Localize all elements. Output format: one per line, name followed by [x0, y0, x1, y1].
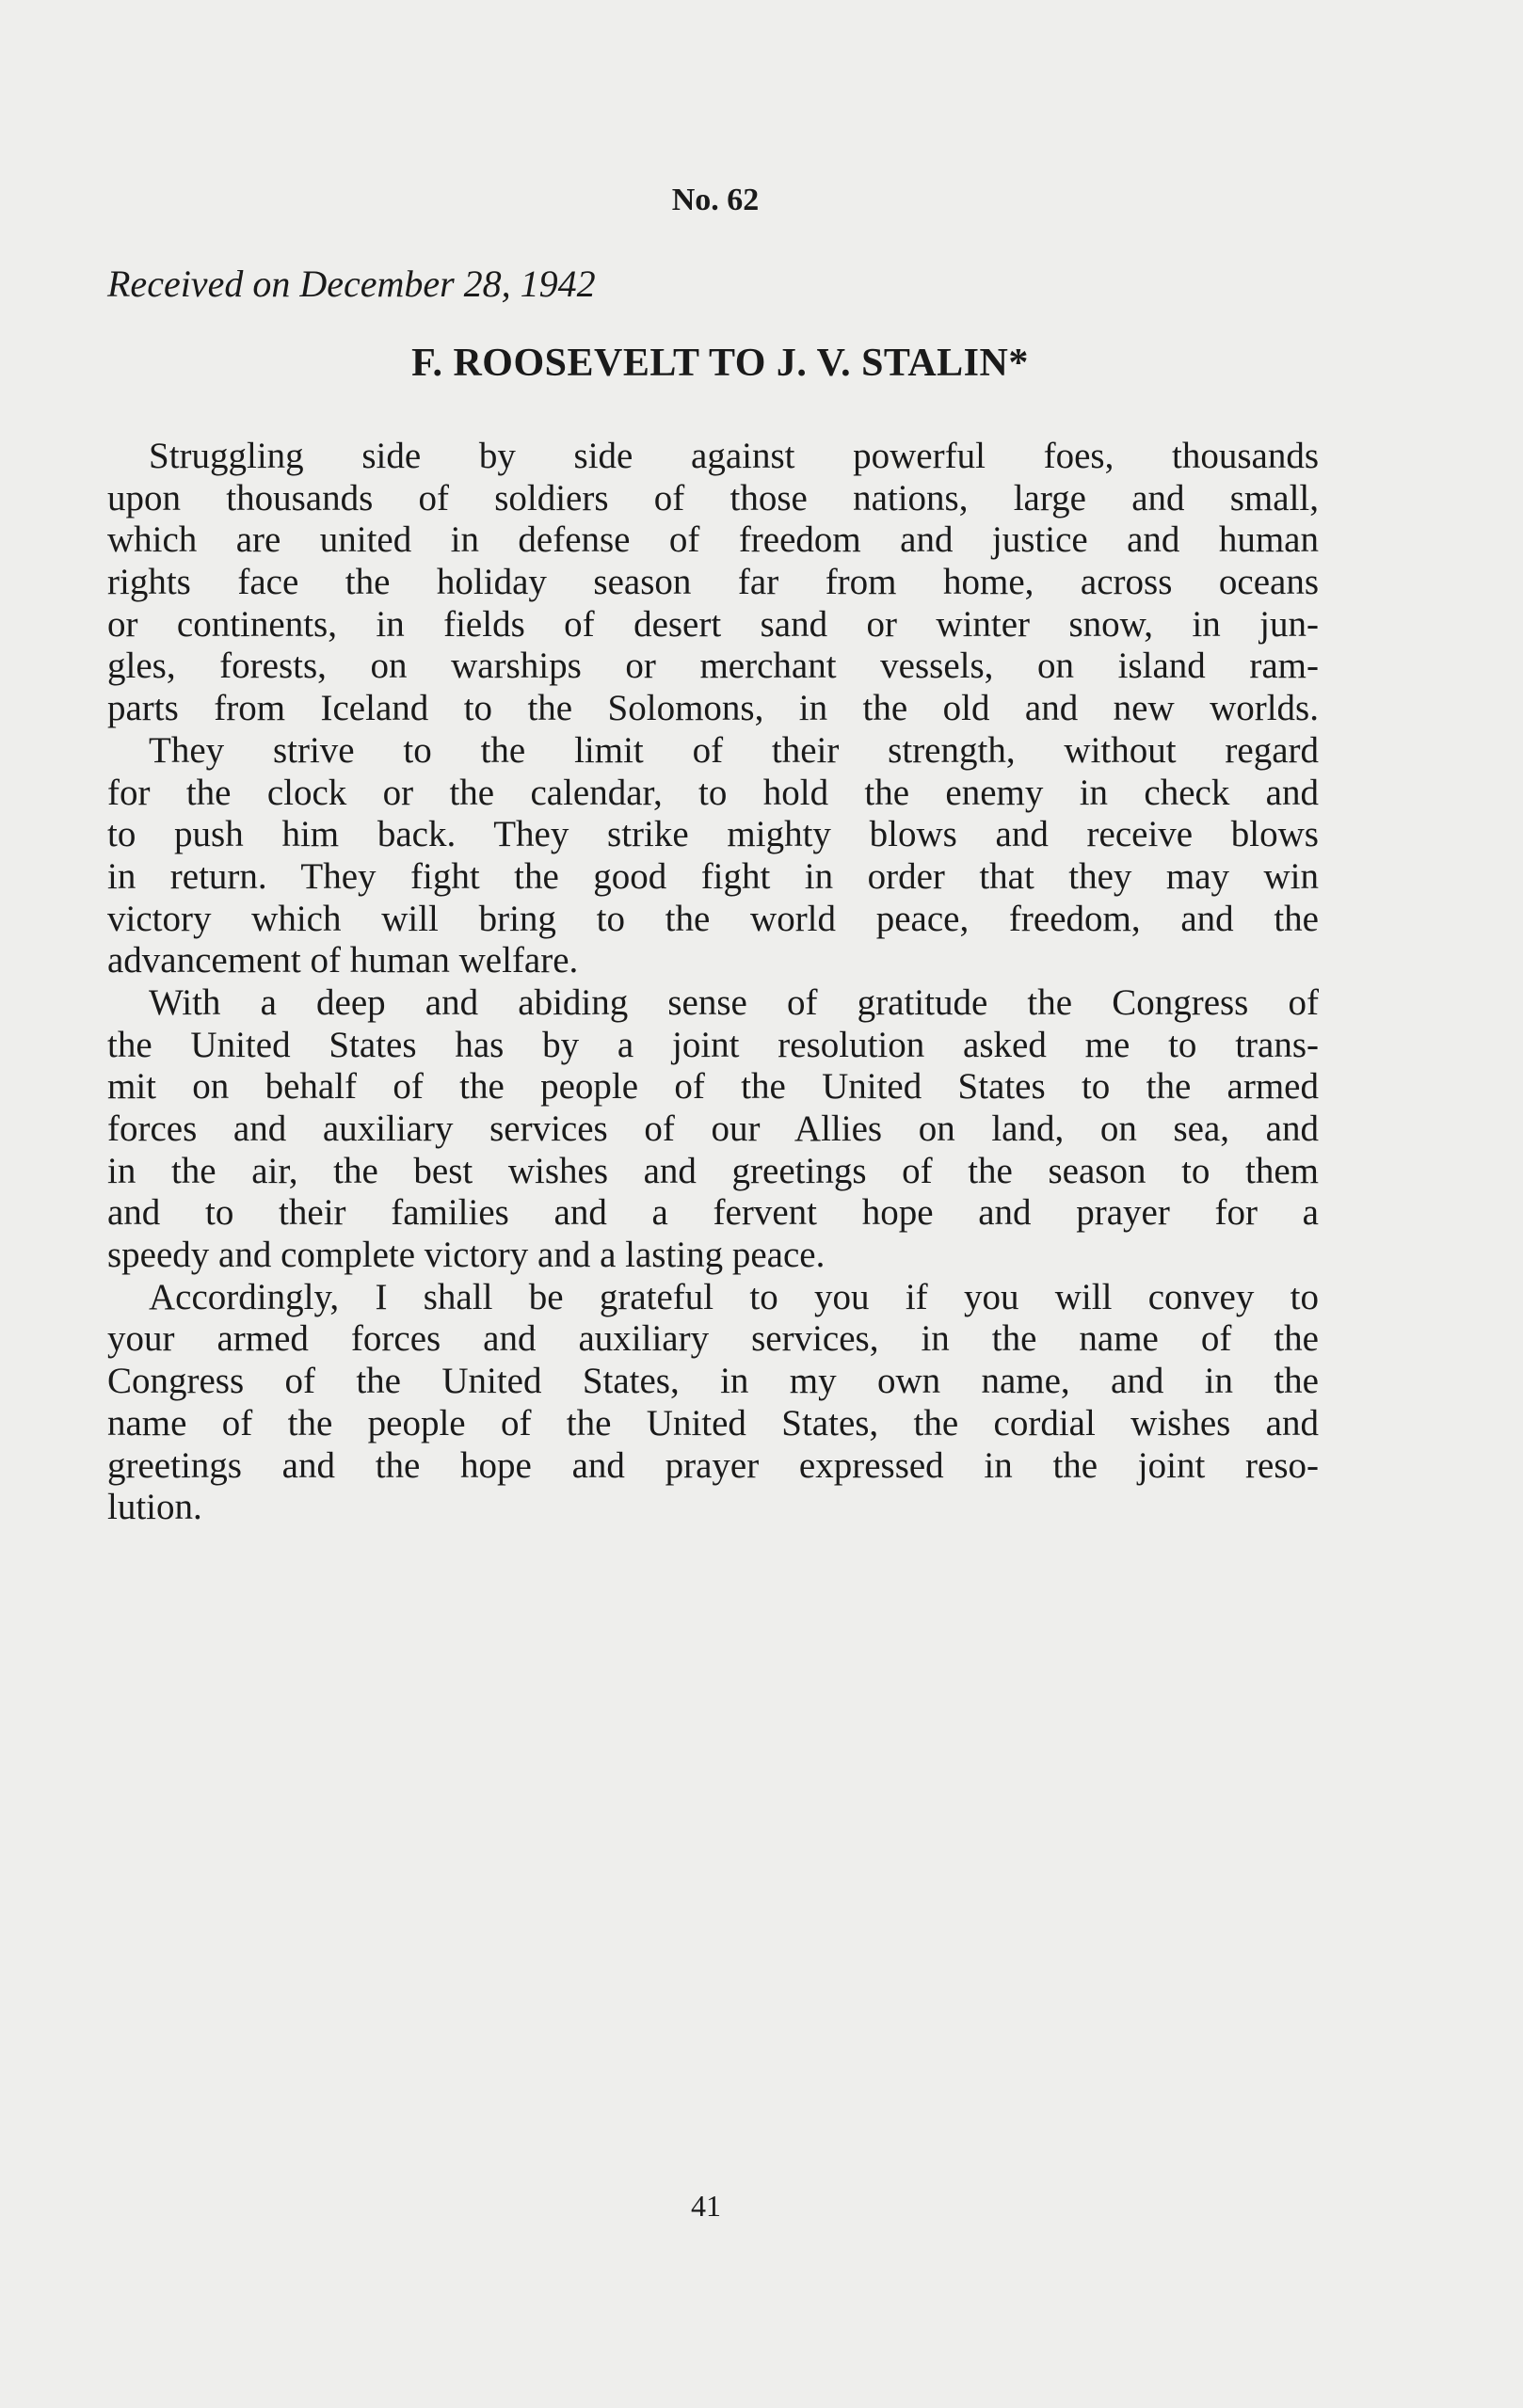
body-line: to push him back. They strike mighty blows and receive blows [107, 814, 1319, 855]
body-line: the United States has by a joint resolution asked me to trans- [107, 1024, 1319, 1065]
body-line: which are united in defense of freedom and justice and human [107, 519, 1319, 561]
body-line: advancement of human welfare. [107, 940, 579, 981]
body-line: your armed forces and auxiliary services, in the name of the [107, 1318, 1319, 1360]
body-line: upon thousands of soldiers of those nations, large and small, [107, 477, 1319, 518]
body-line: in return. They fight the good fight in order that they may win [107, 855, 1319, 897]
body-line: parts from Iceland to the Solomons, in the old and new worlds. [107, 688, 1319, 729]
body-line: Accordingly, I shall be grateful to you if you will convey to [149, 1276, 1319, 1317]
body-line: speedy and complete victory and a lasting peace. [107, 1235, 826, 1276]
body-line: lution. [107, 1487, 202, 1528]
body-line: greetings and the hope and prayer expressed in the joint reso- [107, 1444, 1319, 1486]
body-line: They strive to the limit of their strength, without regard [149, 729, 1319, 771]
body-line: victory which will bring to the world peace, freedom, and the [107, 898, 1319, 939]
body-line: rights face the holiday season far from home, across oceans [107, 562, 1319, 603]
body-line: Struggling side by side against powerful foes, thousands [149, 436, 1319, 476]
letter-title: F. ROOSEVELT TO J. V. STALIN* [411, 342, 1029, 385]
letter-body [107, 436, 1319, 1529]
body-line: and to their families and a fervent hope and prayer for a [107, 1192, 1319, 1234]
body-line: Congress of the United States, in my own name, and in the [107, 1361, 1319, 1402]
body-line: gles, forests, on warships or merchant vessels, on island ram- [107, 646, 1319, 687]
page-number: 41 [691, 2189, 721, 2223]
body-line: name of the people of the United States, the cordial wishes and [107, 1402, 1319, 1443]
body-line: in the air, the best wishes and greetings of the season to them [107, 1150, 1319, 1191]
body-line: or continents, in fields of desert sand or winter snow, in jun- [107, 603, 1319, 645]
body-line: With a deep and abiding sense of gratitude the Congress of [149, 981, 1319, 1023]
document-number: No. 62 [671, 183, 760, 217]
body-line: mit on behalf of the people of the United States to the armed [107, 1066, 1319, 1108]
body-line: forces and auxiliary services of our Allies on land, on sea, and [107, 1108, 1319, 1149]
received-date: Received on December 28, 1942 [107, 263, 596, 305]
body-line: for the clock or the calendar, to hold the enemy in check and [107, 772, 1319, 813]
